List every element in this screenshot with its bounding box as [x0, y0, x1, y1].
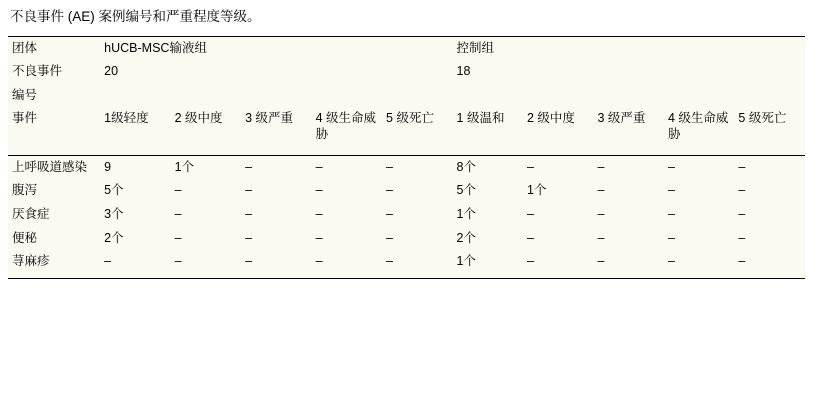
cell-c2: –	[527, 159, 534, 174]
cell-t1: 5个	[104, 183, 124, 198]
ae-count-control: 18	[456, 64, 471, 79]
cell-c1: 5个	[456, 183, 476, 198]
event-label: 荨麻疹	[12, 254, 50, 269]
cell-c5: –	[738, 159, 746, 174]
cell-t3: –	[245, 183, 253, 198]
cell-c2: 1个	[527, 183, 547, 198]
cell-t5: –	[386, 183, 393, 198]
group-treatment: hUCB-MSC输液组	[104, 40, 207, 55]
events-label: 事件	[12, 111, 38, 126]
grade-header-c4: 4 级生命威胁	[667, 111, 729, 142]
grade-header-c1: 1 级温和	[456, 111, 505, 126]
grade-header-c3: 3 级严重	[597, 111, 646, 126]
table-row	[8, 250, 805, 278]
cell-t4: –	[315, 159, 323, 174]
cell-c3: –	[597, 254, 605, 269]
cell-t2: –	[174, 254, 182, 269]
cell-c3: –	[597, 206, 605, 221]
cell-t2: –	[174, 183, 182, 198]
grade-header-c5: 5 级死亡	[738, 111, 787, 126]
cell-c1: 8个	[456, 159, 476, 174]
table-row	[8, 179, 805, 203]
cell-t2: 1个	[174, 159, 195, 174]
table-caption: 不良事件 (AE) 案例编号和严重程度等级。	[10, 9, 261, 24]
event-label: 上呼吸道感染	[12, 159, 88, 174]
table-row-ae-count-label2	[8, 84, 805, 108]
cell-c2: –	[527, 254, 534, 269]
cell-t1: 3个	[104, 206, 124, 221]
event-label: 便秘	[12, 230, 38, 245]
cell-c1: 1个	[456, 206, 476, 221]
cell-t3: –	[245, 159, 253, 174]
cell-c1: 1个	[456, 254, 476, 269]
cell-t4: –	[315, 230, 323, 245]
ae-count-treatment: 20	[104, 64, 119, 79]
cell-t2: –	[174, 230, 182, 245]
cell-c5: –	[738, 254, 746, 269]
cell-c4: –	[667, 254, 675, 269]
grade-header-t4: 4 级生命威胁	[315, 111, 376, 142]
cell-t4: –	[315, 206, 323, 221]
cell-c5: –	[738, 183, 746, 198]
ae-count-label-line1: 不良事件	[12, 64, 63, 79]
group-label: 团体	[12, 40, 38, 55]
grade-header-t3: 3 级严重	[245, 111, 294, 126]
cell-c1: 2个	[456, 230, 476, 245]
cell-c3: –	[597, 183, 605, 198]
ae-table-container	[8, 36, 805, 279]
cell-c2: –	[527, 230, 534, 245]
cell-t4: –	[315, 183, 323, 198]
ae-table	[8, 37, 805, 278]
table-row	[8, 227, 805, 251]
table-row	[8, 155, 805, 179]
ae-count-label-line2: 编号	[12, 87, 38, 102]
cell-c2: –	[527, 206, 534, 221]
cell-t2: –	[174, 206, 182, 221]
cell-t3: –	[245, 254, 253, 269]
cell-t5: –	[386, 159, 393, 174]
event-label: 腹泻	[12, 183, 38, 198]
cell-c3: –	[597, 230, 605, 245]
header-separator	[8, 147, 805, 156]
cell-t3: –	[245, 230, 253, 245]
cell-t5: –	[386, 254, 393, 269]
grade-header-t2: 2 级中度	[174, 111, 223, 126]
cell-c4: –	[667, 206, 675, 221]
cell-t1: 2个	[104, 230, 124, 245]
cell-c4: –	[667, 183, 675, 198]
grade-header-c2: 2 级中度	[527, 111, 575, 126]
cell-t5: –	[386, 230, 393, 245]
cell-t4: –	[315, 254, 323, 269]
cell-t5: –	[386, 206, 393, 221]
group-control: 控制组	[456, 40, 495, 55]
table-row-ae-count	[8, 60, 805, 84]
cell-c4: –	[667, 159, 675, 174]
cell-t1: 9	[104, 159, 112, 174]
table-row-group	[8, 37, 805, 61]
cell-c3: –	[597, 159, 605, 174]
table-row-grade-headers	[8, 107, 805, 146]
table-row	[8, 203, 805, 227]
cell-c5: –	[738, 230, 746, 245]
grade-header-t5: 5 级死亡	[386, 111, 434, 126]
event-label: 厌食症	[12, 206, 50, 221]
cell-t3: –	[245, 206, 253, 221]
cell-c4: –	[667, 230, 675, 245]
cell-c5: –	[738, 206, 746, 221]
cell-t1: –	[104, 254, 112, 269]
grade-header-t1: 1级轻度	[104, 111, 149, 126]
